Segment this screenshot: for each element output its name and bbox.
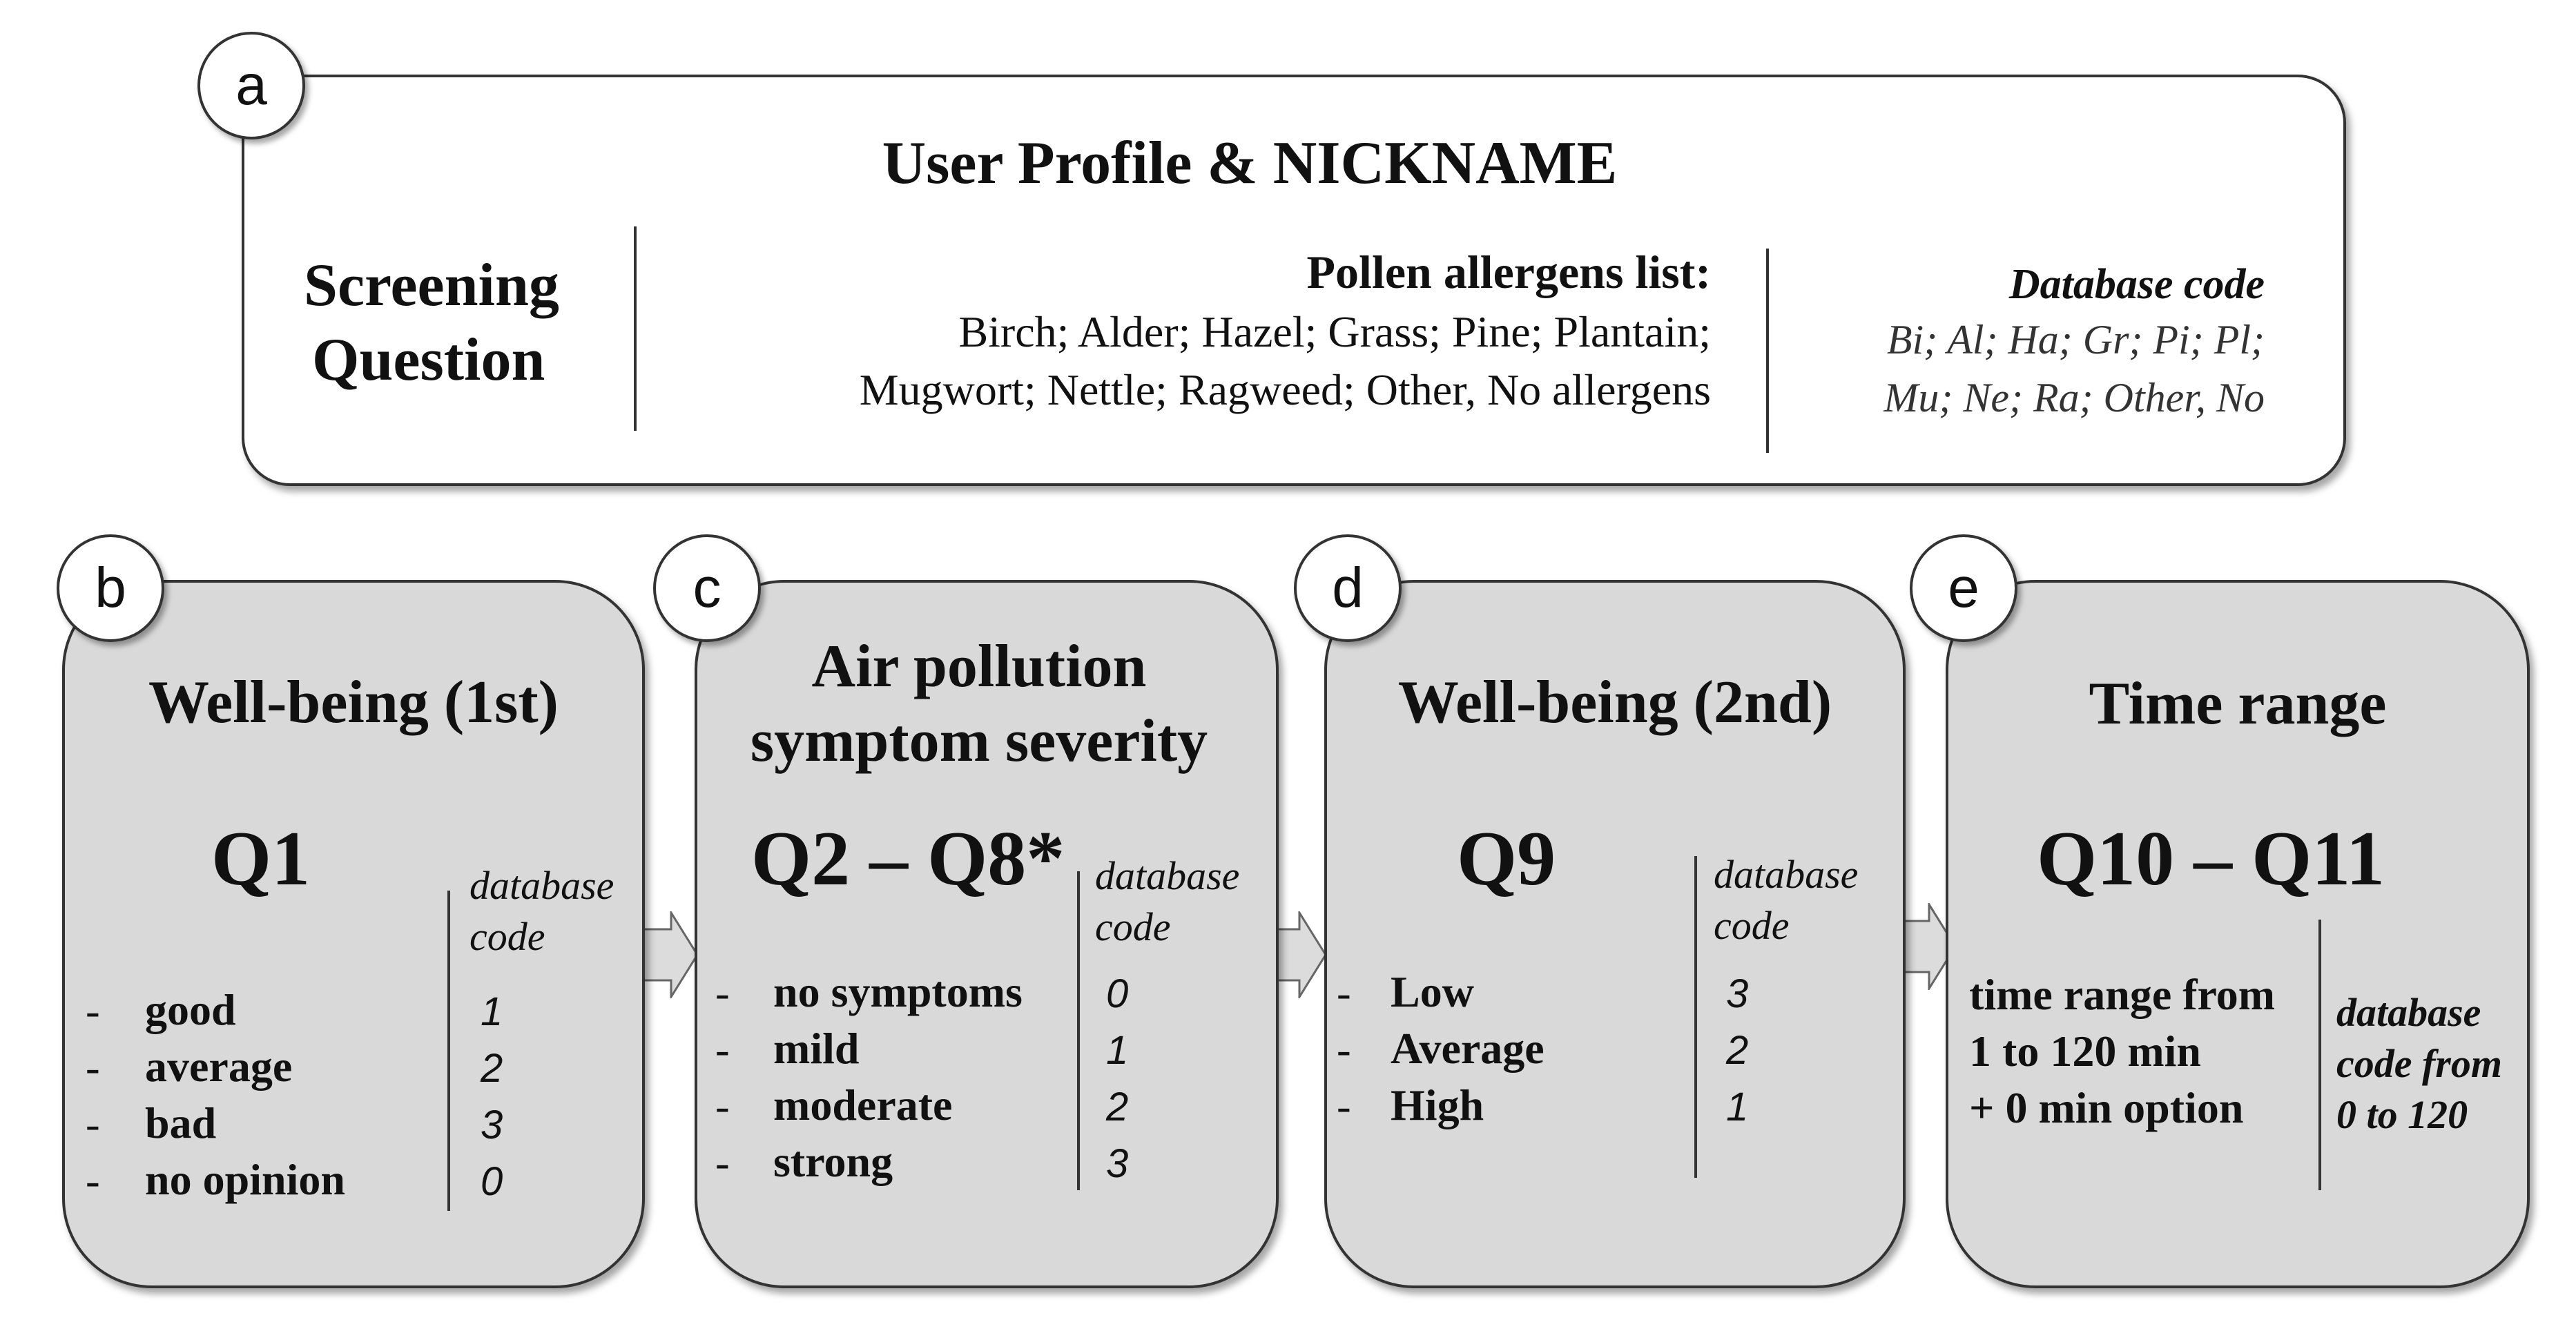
dash: - [86,1045,100,1091]
list-item-code: 2 [1726,1028,1749,1073]
panel-c-badge: c [653,534,761,642]
panel-c-dbcode-line1: database [1095,853,1240,898]
panel-d-badge: d [1294,534,1402,642]
dash: - [715,1140,730,1187]
screening-question-line1: Screening [304,252,559,319]
panel-a-title: User Profile & NICKNAME [882,130,1618,197]
list-item: Low [1391,967,1474,1016]
list-item: mild [773,1024,860,1073]
dash: - [1337,1083,1351,1130]
list-item: Average [1391,1024,1544,1073]
dash: - [86,988,100,1035]
dash: - [86,1101,100,1148]
time-range-text-line3: + 0 min option [1969,1083,2244,1132]
list-item-code: 3 [1106,1141,1129,1186]
panel-e-badge: e [1910,534,2017,642]
list-item: bad [145,1098,217,1147]
panel-b-dbcode-line1: database [469,863,614,908]
panel-a-divider-2 [1766,249,1769,453]
panel-d-question: Q9 [1457,816,1556,902]
database-code-line1: Bi; Al; Ha; Gr; Pi; Pl; [1886,317,2265,362]
screening-question-line2: Question [312,327,545,394]
list-item-code: 2 [1106,1085,1129,1129]
database-code-title: Database code [2008,261,2265,308]
arrow-b-to-c [641,911,699,998]
panel-e-dbcode-line2: code from [2336,1041,2502,1086]
list-item: average [145,1042,293,1091]
allergens-list-title: Pollen allergens list: [1306,246,1711,298]
database-code-line2: Mu; Ne; Ra; Other, No [1883,375,2265,420]
list-item-code: 3 [1726,971,1749,1016]
list-item: no opinion [145,1155,345,1204]
panel-a-badge: a [197,32,305,139]
list-item-code: 0 [1106,971,1129,1016]
panel-e-dbcode-line1: database [2336,990,2481,1035]
dash: - [86,1158,100,1205]
time-range-text-line1: time range from [1969,970,2276,1019]
panel-b-question: Q1 [211,816,311,902]
allergens-list-line1: Birch; Alder; Hazel; Grass; Pine; Plantain; [958,307,1711,356]
panel-c-title-line2: symptom severity [750,708,1208,775]
dash: - [715,1027,730,1074]
panel-b-divider [447,891,450,1211]
time-range-text-line2: 1 to 120 min [1969,1027,2201,1076]
panel-e-title: Time range [2089,670,2387,737]
panel-c-dbcode-line2: code [1095,904,1171,949]
panel-e-divider [2318,920,2321,1190]
list-item-code: 3 [481,1103,503,1147]
panel-e-question: Q10 – Q11 [2037,816,2385,902]
dash: - [715,1083,730,1130]
panel-c-title-line1: Air pollution [811,633,1147,700]
panel-c-divider [1077,871,1080,1190]
panel-d-title: Well-being (2nd) [1397,669,1832,736]
list-item-code: 0 [481,1159,503,1204]
panel-e-dbcode-line3: 0 to 120 [2336,1092,2468,1137]
list-item-code: 2 [481,1046,503,1091]
panel-c-question: Q2 – Q8* [751,816,1065,902]
list-item-code: 1 [481,989,503,1034]
list-item: no symptoms [773,967,1023,1016]
panel-b-badge: b [57,534,164,642]
allergens-list-line2: Mugwort; Nettle; Ragweed; Other, No allergens [859,365,1711,414]
list-item-code: 1 [1106,1028,1129,1073]
list-item-code: 1 [1726,1085,1749,1129]
list-item: High [1391,1080,1484,1129]
panel-d-dbcode-line1: database [1714,852,1859,897]
list-item: moderate [773,1080,953,1129]
panel-b-dbcode-line2: code [469,914,545,959]
dash: - [1337,970,1351,1017]
panel-b-title: Well-being (1st) [148,669,559,736]
dash: - [715,970,730,1017]
panel-d-dbcode-line2: code [1714,903,1790,948]
dash: - [1337,1027,1351,1074]
list-item: strong [773,1137,893,1186]
panel-d-divider [1694,856,1697,1178]
list-item: good [145,985,236,1034]
